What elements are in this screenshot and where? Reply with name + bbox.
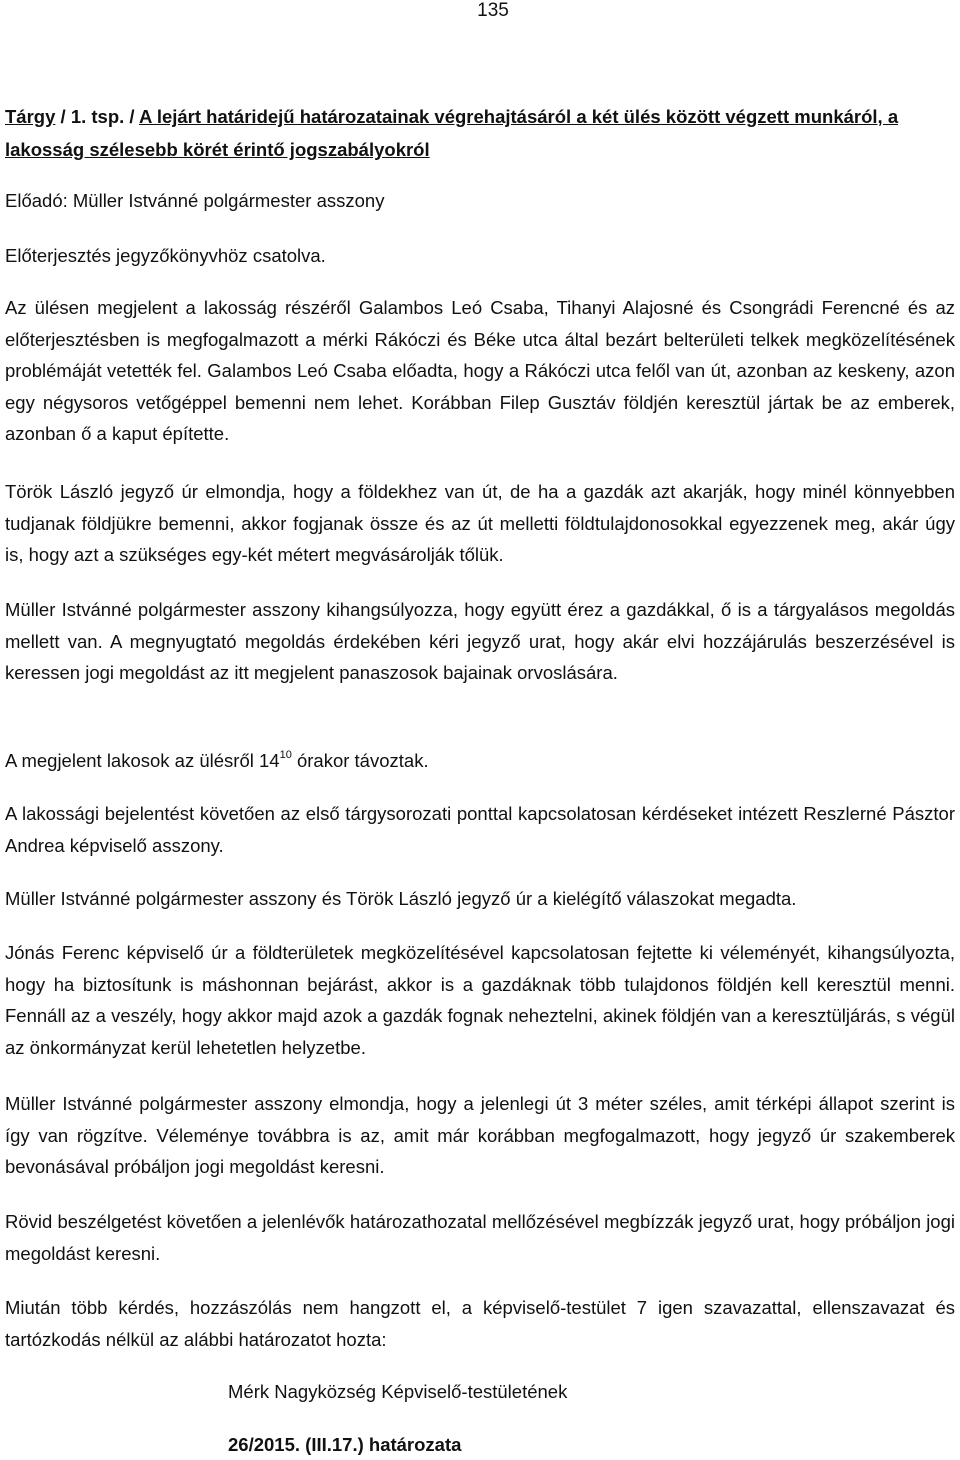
subject-title: A lejárt határidejű határozatainak végrehajtásáról a két ülés között végzett munkáról, a lakosság szélesebb körét érintő jogszabályokról: [5, 106, 899, 160]
residents-left-text: A megjelent lakosok az ülésről 14: [5, 750, 280, 771]
page-number: 135: [477, 0, 509, 21]
subject-separator: /: [55, 106, 71, 127]
paragraph-mayor-road-width: Müller Istvánné polgármester asszony elmondja, hogy a jelenlegi út 3 méter széles, amit térképi állapot szerint is így van rögzítve. Véleménye továbbra is az, amit már korábban megfogalmazott, hogy jegyző úr szakemberek bevonásával próbáljon jogi megoldást keresni.: [5, 1093, 955, 1177]
paragraph-mayor-emphasis: Müller Istvánné polgármester asszony kihangsúlyozza, hogy együtt érez a gazdákkal, ő is a tárgyalásos megoldás mellett van. A megnyugtató megoldás érdekében kéri jegyző urat, hogy akár elvi hozzájárulás beszerzésével is keressen jogi megoldást az itt megjelent panaszosok bajainak orvoslására.: [5, 599, 955, 683]
resolution-number: 26/2015. (III.17.) határozata: [228, 1434, 462, 1455]
paragraph-vote: Miután több kérdés, hozzászólás nem hangzott el, a képviselő-testület 7 igen szavazattal, ellenszavazat és tartózkodás nélkül az alábbi határozatot hozta:: [5, 1297, 955, 1350]
presenter-line: Előadó: Müller Istvánné polgármester asszony: [5, 190, 385, 211]
paragraph-residents-complaint: Az ülésen megjelent a lakosság részéről Galambos Leó Csaba, Tihanyi Alajosné és Csongrádi Ferencné és az előterjesztésben is megfogalmazott a mérki Rákóczi és Béke utca által bezárt belterületi telkek megközelítésének problémáját vetették fel. Galambos Leó Csaba előadta, hogy a Rákóczi utca felől van út, azonban az keskeny, azon egy négysoros vetőgéppel bemenni nem lehet. Korábban Filep Gusztáv földjén keresztül jártak be az emberek, azonban ő a kaput építette.: [5, 297, 955, 444]
residents-left-minutes: 10: [279, 748, 292, 761]
residents-left-text-end: órakor távoztak.: [291, 750, 429, 771]
subject-separator: /: [124, 106, 140, 127]
subject-agenda-number: 1. tsp.: [70, 106, 125, 127]
subject-heading: [5, 100, 955, 166]
paragraph-answers-given: Müller Istvánné polgármester asszony és Török László jegyző úr a kielégítő válaszokat megadta.: [5, 888, 797, 909]
paragraph-residents-left: [5, 745, 955, 777]
paragraph-representative-opinion: Jónás Ferenc képviselő úr a földterületek megközelítésével kapcsolatosan fejtette ki véleményét, kihangsúlyozta, hogy ha biztosítunk is máshonnan bejárást, akkor is a gazdáknak több tulajdonos földjén kell keresztül menni. Fennáll az a veszély, hogy akkor majd azok a gazdák fognak neheztelni, akinek földjén van a keresztüljárás, s végül az önkormányzat kerül lehetetlen helyzetbe.: [5, 942, 955, 1058]
council-name: Mérk Nagyközség Képviselő-testületének: [228, 1381, 568, 1402]
paragraph-brief-discussion: Rövid beszélgetést követően a jelenlévők határozathozatal mellőzésével megbízzák jegyző urat, hogy próbáljon jogi megoldást keresni.: [5, 1211, 955, 1264]
paragraph-representative-questions: A lakossági bejelentést követően az első tárgysorozati ponttal kapcsolatosan kérdéseket intézett Reszlerné Pásztor Andrea képviselő asszony.: [5, 803, 955, 856]
subject-prefix: Tárgy: [5, 106, 56, 127]
attachment-note: Előterjesztés jegyzőkönyvhöz csatolva.: [5, 245, 326, 266]
paragraph-notary-response: Török László jegyző úr elmondja, hogy a földekhez van út, de ha a gazdák azt akarják, hogy minél könnyebben tudjanak földjükre bemenni, akkor fogjanak össze és az út melletti földtulajdonosokkal egyezzenek meg, akár úgy is, hogy azt a szükséges egy-két métert megvásárolják tőlük.: [5, 481, 955, 565]
